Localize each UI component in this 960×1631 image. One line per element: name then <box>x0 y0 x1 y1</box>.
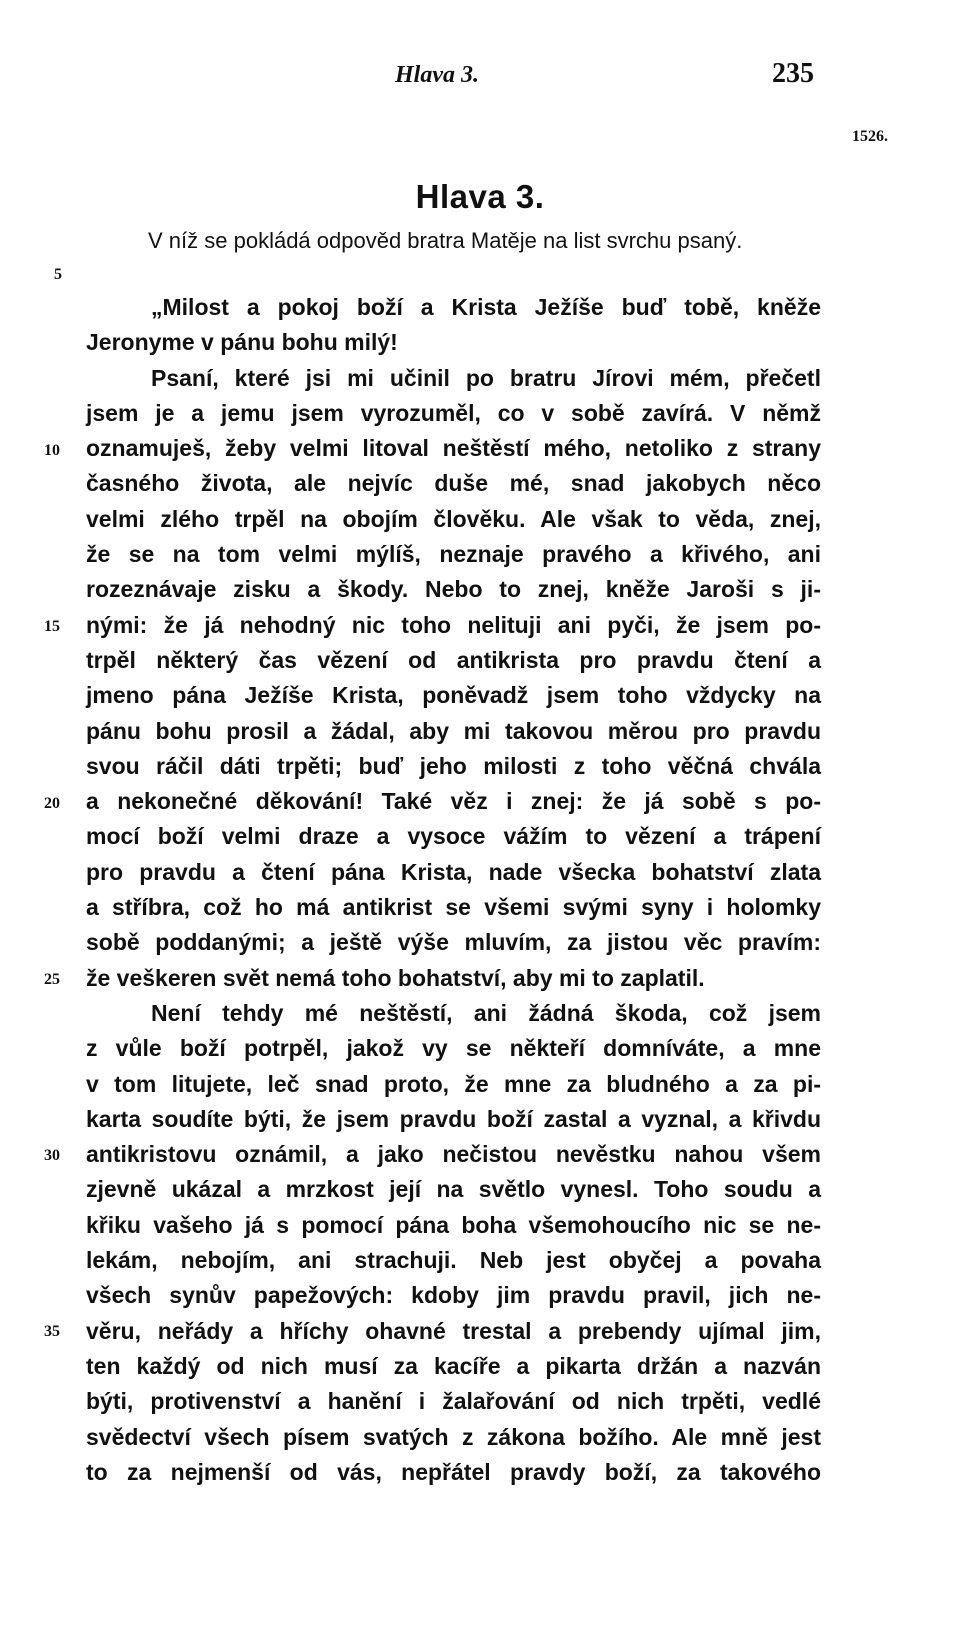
text-line: pánu bohu prosil a žádal, aby mi takovou měrou pro pravdu <box>86 717 821 744</box>
text-line: mocí boží velmi draze a vysoce vážím to vězení a trápení <box>86 823 821 850</box>
text-line: svědectví všech písem svatých z zákona božího. Ale mně jest <box>86 1423 821 1450</box>
text-line: z vůle boží potrpěl, jakož vy se někteří domníváte, a mne <box>86 1035 821 1062</box>
line-number: 35 <box>44 1323 60 1340</box>
text-line: pro pravdu a čtení pána Krista, nade všecka bohatství zlata <box>86 858 821 885</box>
text-line: časného života, ale nejvíc duše mé, snad jakobych něco <box>86 470 821 497</box>
text-line: antikristovu oznámil, a jako nečistou nevěstku nahou všem <box>86 1141 821 1168</box>
line-number: 25 <box>44 971 60 988</box>
text-line: nými: že já nehodný nic toho nelituji ani pyči, že jsem po- <box>86 611 821 638</box>
text-line: všech synův papežových: kdoby jim pravdu pravil, jich ne- <box>86 1282 821 1309</box>
chapter-title: Hlava 3. <box>415 178 545 215</box>
line-number: 20 <box>44 795 60 812</box>
text-line: karta soudíte býti, že jsem pravdu boží zastal a vyznal, a křivdu <box>86 1105 821 1132</box>
line-number: 15 <box>44 618 60 635</box>
text-line: „Milost a pokoj boží a Krista Ježíše buď tobě, kněže <box>151 294 821 320</box>
text-line: svou ráčil dáti trpěti; buď jeho milosti z toho věčná chvála <box>86 752 821 779</box>
text-line: oznamuješ, žeby velmi litoval neštěstí mého, netoliko z strany <box>86 435 821 462</box>
text-line: rozeznávaje zisku a škody. Nebo to znej, kněže Jaroši s ji- <box>86 576 821 603</box>
text-line: býti, protivenství a hanění i žalařování od nich trpěti, vedlé <box>86 1388 821 1415</box>
text-line: jmeno pána Ježíše Krista, poněvadž jsem toho vždycky na <box>86 682 821 709</box>
text-line: sobě poddanými; a ještě výše mluvím, za jistou věc pravím: <box>86 929 821 956</box>
chapter-subtitle: V níž se pokládá odpověd bratra Matěje na list svrchu psaný. <box>148 228 743 253</box>
text-line: Psaní, které jsi mi učinil po bratru Jírovi mém, přečetl <box>151 364 821 391</box>
line-number: 5 <box>54 266 62 283</box>
year-marginal-note: 1526. <box>852 128 888 145</box>
text-line: ten každý od nich musí za kacíře a pikarta držán a nazván <box>86 1352 821 1379</box>
text-line: jsem je a jemu jsem vyrozuměl, co v sobě zavírá. V němž <box>86 399 821 426</box>
text-line: a nekonečné děkování! Také věz i znej: že já sobě s po- <box>86 788 821 815</box>
text-line: a stříbra, což ho má antikrist se všemi svými syny i holomky <box>86 894 821 921</box>
text-line: v tom litujete, leč snad proto, že mne za bludného a za pi- <box>86 1070 821 1097</box>
text-line: lekám, nebojím, ani strachuji. Neb jest obyčej a povaha <box>86 1247 821 1274</box>
body-text <box>86 290 821 1490</box>
running-head: Hlava 3. <box>395 62 479 88</box>
text-line: velmi zlého trpěl na obojím člověku. Ale však to věda, znej, <box>86 505 821 532</box>
text-line: že se na tom velmi mýlíš, neznaje pravého a křivého, ani <box>86 541 821 568</box>
text-line: Jeronyme v pánu bohu milý! <box>86 329 398 356</box>
line-number: 30 <box>44 1147 60 1164</box>
text-line: věru, neřády a hříchy ohavné trestal a prebendy ujímal jim, <box>86 1317 821 1344</box>
text-line: zjevně ukázal a mrzkost její na světlo vynesl. Toho soudu a <box>86 1176 821 1203</box>
text-line: křiku vašeho já s pomocí pána boha všemohoucího nic se ne- <box>86 1211 821 1238</box>
text-line: trpěl některý čas vězení od antikrista pro pravdu čtení a <box>86 646 821 673</box>
text-line: Není tehdy mé neštěstí, ani žádná škoda, což jsem <box>151 999 821 1026</box>
page-number: 235 <box>772 58 814 89</box>
line-number: 10 <box>44 442 60 459</box>
text-line: že veškeren svět nemá toho bohatství, aby mi to zaplatil. <box>86 964 705 991</box>
text-line: to za nejmenší od vás, nepřátel pravdy boží, za takového <box>86 1458 821 1485</box>
